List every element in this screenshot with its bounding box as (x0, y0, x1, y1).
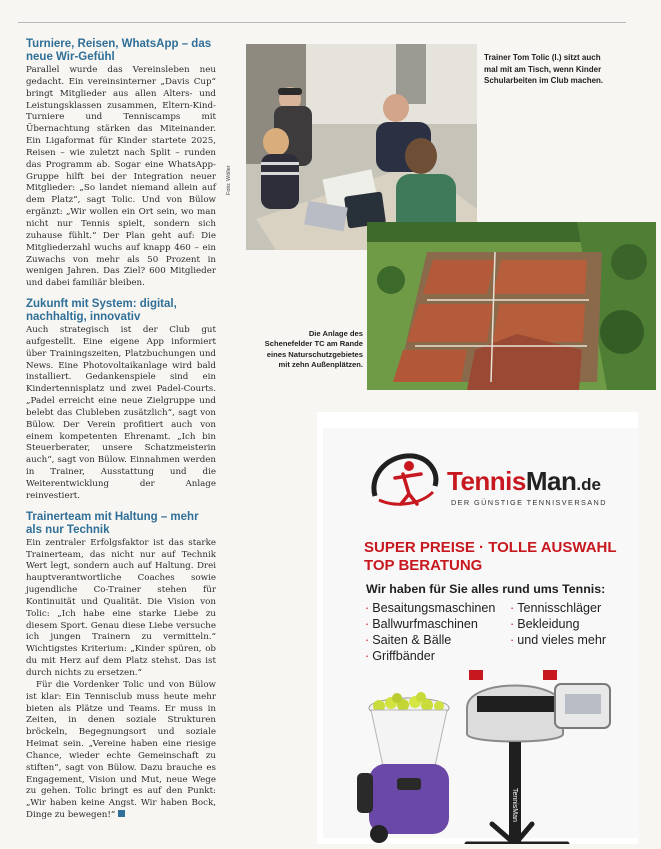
feature-item: · und vieles mehr (510, 633, 607, 647)
brand-tagline: DER GÜNSTIGE TENNISVERSAND (451, 498, 607, 507)
photo-coach-with-kids-image (246, 44, 477, 250)
article-column (26, 38, 216, 822)
photo-facility-aerial (367, 222, 656, 390)
ad-headline (364, 539, 634, 575)
photo-credit: Foto: Wöller (226, 165, 232, 195)
bullet-icon: · (365, 649, 370, 663)
section-paragraph-closing (26, 680, 216, 822)
headline-separator: · (479, 539, 485, 556)
photo-coach-with-kids (246, 44, 477, 250)
bullet-icon: · (510, 617, 515, 631)
section-paragraph-community: Parallel wurde das Vereinsleben neu gedacht. Ein vereinsinterner „Davis Cup“ bringt Mitglieder aus allen Alters- und Leistungsklassen zusammen, Eltern-Kind-Turniere und Tenniscamps mit Übernachtung stärken das Miteinander. Ein Ligaformat für Kinder startete 2025, Reisen – wie zuletzt nach Split – runden das Programm ab. Sogar eine WhatsApp-Gruppe hilft bei der Integration neuer Mitglieder: „So landet niemand allein auf dem Platz“, sagt Tolic. Und von Bülow ergänzt: „Wir wollen ein Ort sein, wo man nicht nur Tennis spielt, sondern sich zuhause fühlt.“ Der Plan geht auf: Die Mitgliederzahl wuchs auf knapp 460 – ein Zuwachs von mehr als 50 Prozent in wenigen Jahren. Das Ziel? 600 Mitglieder und dabei familiär bleiben. (26, 65, 216, 289)
product-illustration (317, 648, 638, 844)
bullet-icon: · (365, 601, 370, 615)
section-paragraph-future: Auch strategisch ist der Club gut aufgestellt. Eine eigene App informiert über Trainingszeiten, Platzbuchungen und News. Eine Photovoltaikanlage wird bald installiert. Gedankenspiele sind ein Kindertennisplatz und zwei Padel-Courts. „Padel erreicht eine neue Zielgruppe und belebt das Clubleben zusätzlich“, sagt von Bülow. Der Verein profitiert auch von einem kompetenten Ehrenamt. „Ich bin Steuerberater, unsere Schatzmeisterin auch“, sagt von Bülow. Einnahmen werden in Trainer, Ausstattung und die Weiterentwicklung der Anlage reinvestiert. (26, 325, 216, 501)
headline-advice: TOP BERATUNG (364, 557, 483, 574)
headline-prices: SUPER PREISE (364, 539, 475, 556)
ball-machine-icon (357, 692, 449, 843)
section-heading-trainers: Trainerteam mit Haltung – mehr als nur Technik (26, 510, 199, 536)
brand-domain: .de (576, 475, 601, 494)
photo-facility-aerial-image (367, 222, 656, 390)
team-photo-caption: Trainer Tom Tolic (l.) sitzt auch mal mit am Tisch, wenn Kinder Schularbeiten im Club machen. (484, 53, 604, 85)
headline-selection: TOLLE AUSWAHL (488, 539, 617, 556)
feature-item: · Ballwurfmaschinen (365, 617, 478, 631)
facility-photo-caption: Die Anlage des Schenefelder TC am Rande eines Naturschutzgebietes mit zehn Außenplätzen. (264, 329, 363, 369)
stringing-machine-icon (467, 670, 610, 844)
section-heading-future: Zukunft mit System: digital, nachhaltig, innovativ (26, 298, 177, 324)
end-mark-icon (118, 810, 125, 817)
tennisman-advert[interactable] (317, 412, 638, 844)
feature-item: · Griffbänder (365, 649, 435, 663)
feature-item: · Saiten & Bälle (365, 633, 452, 647)
tennisman-logo-icon (365, 448, 445, 508)
bullet-icon: · (365, 633, 370, 647)
section-heading-community: Turniere, Reisen, WhatsApp – das neue Wir-Gefühl (26, 38, 212, 63)
bullet-icon: · (510, 633, 515, 647)
bullet-icon: · (365, 617, 370, 631)
bullet-icon: · (510, 601, 515, 615)
feature-item: · Bekleidung (510, 617, 580, 631)
closing-text: Für die Vordenker Tolic und von Bülow ist klar: Ein Tennisclub muss heute mehr bieten als Plätze und Teams. Er muss in Zeiten, in denen soziale Strukturen bröckeln, Begegnungsort und soziale Heimat sein. „Vereine haben eine riesige Chance, wieder echte Gemeinschaft zu stiften“, sagt von Bülow. Dazu brauche es Engagement, Vision und Mut, neue Wege zu gehen. Tolic bringt es auf den Punkt: „Wir haben keine Angst. Wir haben Bock, Dinge zu bewegen!“ (26, 679, 216, 821)
feature-item: · Tennisschläger (510, 601, 602, 615)
brand-name-part2: Man (525, 466, 577, 496)
top-rule (18, 22, 626, 23)
brand-name (447, 466, 601, 497)
brand-name-part1: Tennis (447, 466, 526, 496)
ad-intro: Wir haben für Sie alles rund ums Tennis: (366, 582, 606, 596)
feature-item: · Besaitungsmaschinen (365, 601, 496, 615)
section-paragraph-trainers: Ein zentraler Erfolgsfaktor ist das starke Trainerteam, das nicht nur auf Technik Wert legt, sondern auch auf Haltung. Drei hauptverantwortliche Coaches sowie jugendliche Co-Trainer stehen für Kontinuität und Qualität. Die Vision von Tolic: „Ich habe eine starke Liebe zu diesem Sport. Genau diese Liebe versuche ich jungen Trainern zu vermitteln.“ Wichtigstes Kriterium: „Kinder spüren, ob du mit Herz auf dem Platz stehst. Das ist durch nichts zu ersetzen.“ (26, 537, 216, 678)
machine-brand-label: TennisMan (511, 788, 518, 822)
